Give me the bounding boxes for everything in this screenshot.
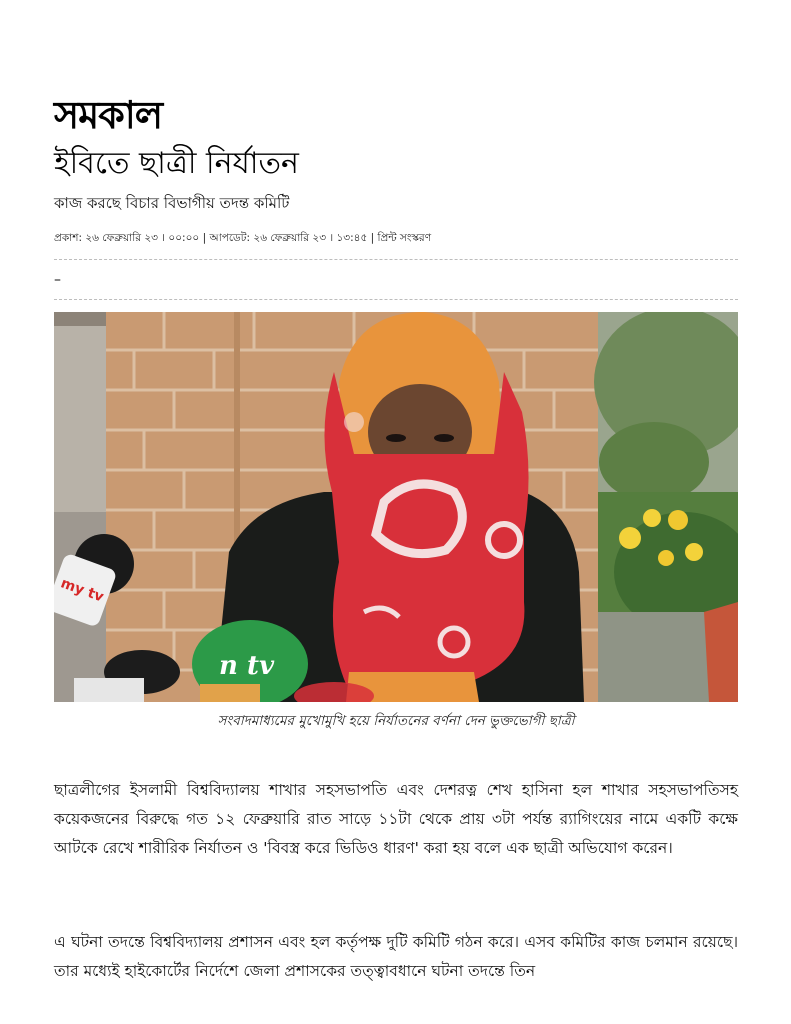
photo-illustration [54, 312, 738, 702]
article-paragraph-1: ছাত্রলীগের ইসলামী বিশ্ববিদ্যালয় শাখার সহসভাপতি এবং দেশরত্ন শেখ হাসিনা হল শাখার সহসভাপতিসহ কয়েকজনের বিরুদ্ধে গত ১২ ফেব্রুয়ারি রাত সাড়ে ১১টা থেকে প্রায় ৩টা পর্যন্ত র‍্যাগিংয়ের নামে একটি কক্ষে আটকে রেখে শারীরিক নির্যাতন ও 'বিবস্ত্র করে ভিডিও ধারণ' করা হয় বলে এক ছাত্রী অভিযোগ করেন। [54, 780, 738, 857]
article-paragraph-2: এ ঘটনা তদন্তে বিশ্ববিদ্যালয় প্রশাসন এবং হল কর্তৃপক্ষ দুটি কমিটি গঠন করে। এসব কমিটির কাজ চলমান রয়েছে। তার মধ্যেই হাইকোর্টের নির্দেশে জেলা প্রশাসকের তত্ত্বাবধানে ঘটনা তদন্তে তিন [54, 932, 738, 980]
article-subheadline: কাজ করছে বিচার বিভাগীয় তদন্ত কমিটি [54, 194, 290, 212]
mic-label-mytv: my tv [58, 575, 106, 606]
divider-bottom [54, 299, 738, 300]
mic-label-ntv: n tv [219, 651, 275, 681]
publish-meta: প্রকাশ: ২৬ ফেব্রুয়ারি ২৩ । ০০:০০ | আপডেট: ২৬ ফেব্রুয়ারি ২৩ । ১৩:৪৫ | প্রিন্ট সংস্করণ [54, 232, 432, 244]
divider-top [54, 259, 738, 260]
article-headline: ইবিতে ছাত্রী নির্যাতন [54, 146, 299, 181]
photo-caption: সংবাদমাধ্যমের মুখোমুখি হয়ে নির্যাতনের বর্ণনা দেন ভুক্তভোগী ছাত্রী [217, 713, 575, 729]
article-photo [54, 312, 738, 702]
separator-mark: – [54, 272, 61, 288]
newspaper-logo: সমকাল [54, 92, 163, 137]
